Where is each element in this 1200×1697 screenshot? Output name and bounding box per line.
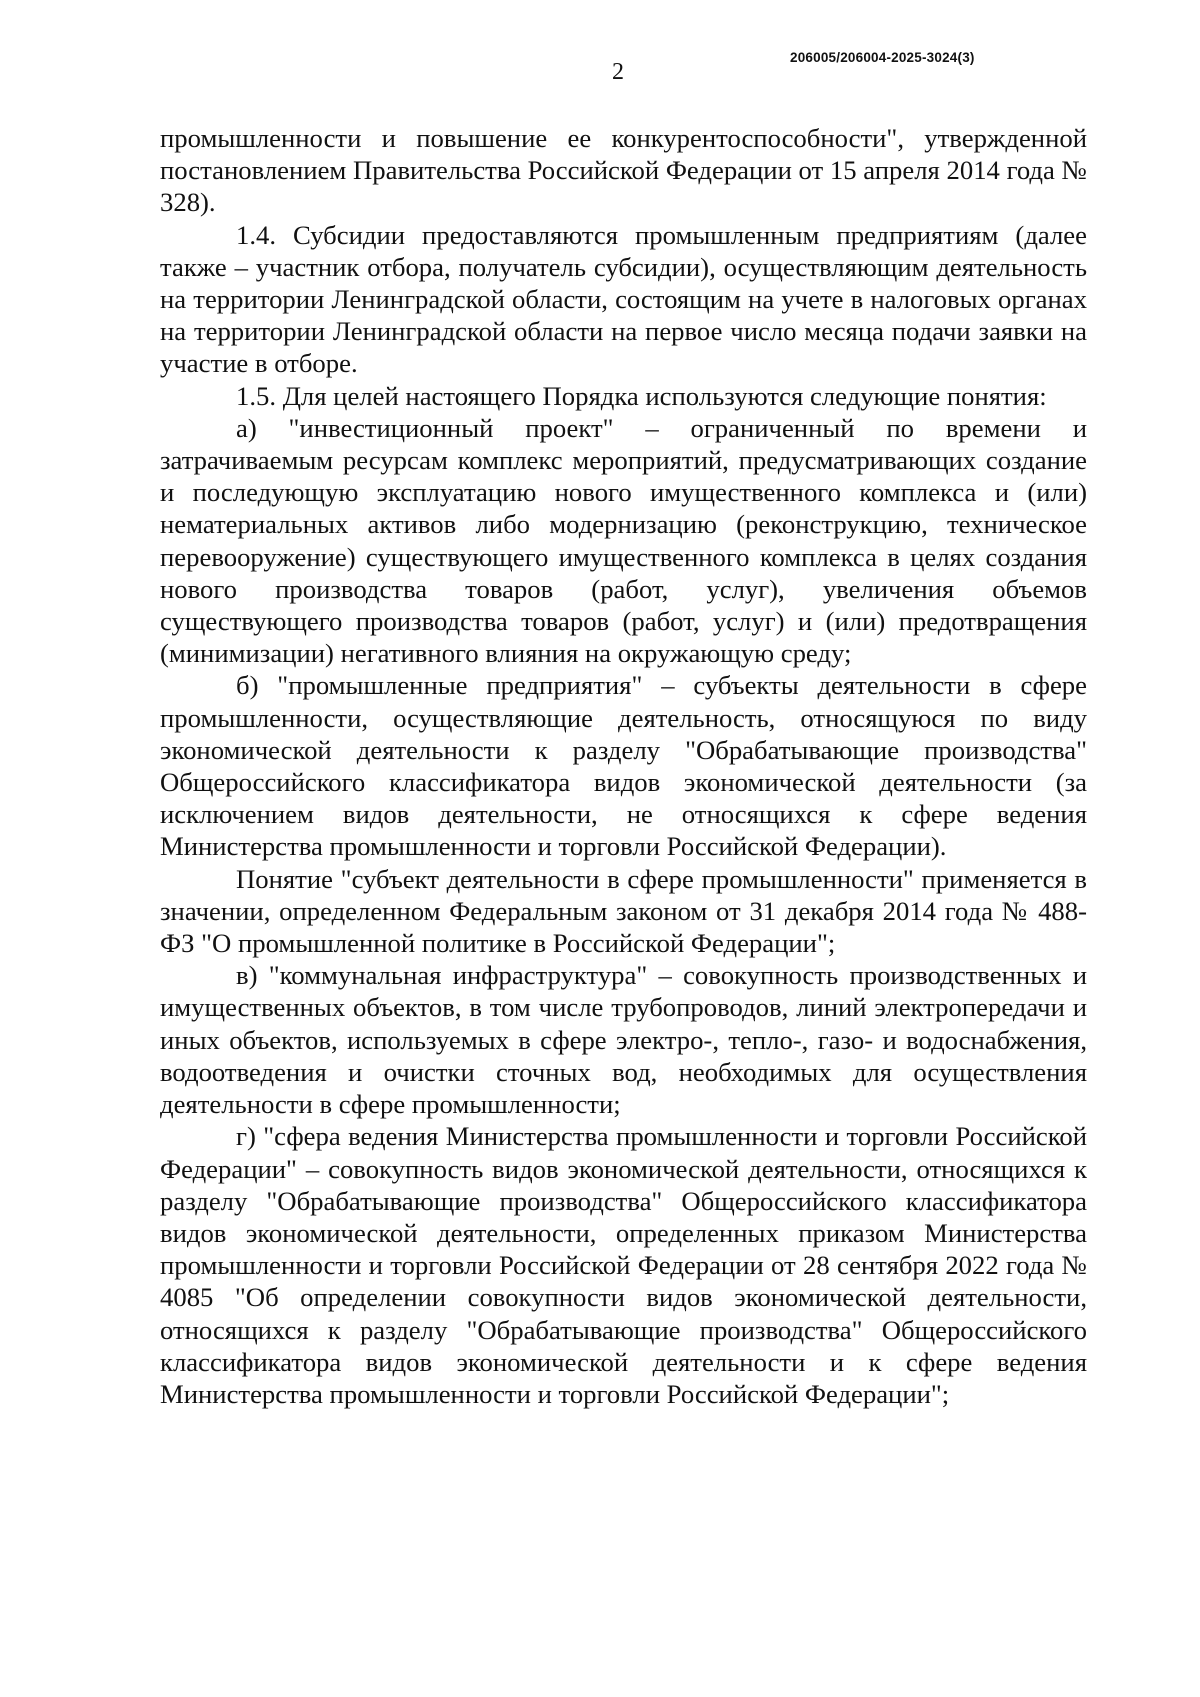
paragraph-1-5: 1.5. Для целей настоящего Порядка используются следующие понятия: [236, 380, 1047, 411]
page-number: 2 [612, 59, 624, 85]
definition-a-investment-project: а) "инвестиционный проект" – ограниченный по времени и затрачиваемым ресурсам комплекс мероприятий, предусматривающих создание и последующую эксплуатацию нового имущественного комплекса и (или) нематериальных активов либо модернизацию (реконструкцию, техническое перевооружение) существующего имущественного комплекса в целях создания нового производства товаров (работ, услуг), увеличения объемов существующего производства товаров (работ, услуг) и (или) предотвращения (минимизации) негативного влияния на окружающую среду; [160, 412, 1087, 669]
paragraph-1-4: 1.4. Субсидии предоставляются промышленным предприятиям (далее также – участник отбора, получатель субсидии), осуществляющим деятельность на территории Ленинградской области, состоящим на учете в налоговых органах на территории Ленинградской области на первое число месяца подачи заявки на участие в отборе. [160, 219, 1087, 379]
definition-b-industrial-enterprises: б) "промышленные предприятия" – субъекты деятельности в сфере промышленности, осуществляющие деятельность, относящуюся по виду экономической деятельности к разделу "Обрабатывающие производства" Общероссийского классификатора видов экономической деятельности (за исключением видов деятельности, не относящихся к сфере ведения Министерства промышленности и торговли Российской Федерации). [160, 670, 1087, 862]
definition-v-utility-infrastructure: в) "коммунальная инфраструктура" – совокупность производственных и имущественных объектов, в том числе трубопроводов, линий электропередачи и иных объектов, используемых в сфере электро-, тепло-, газо- и водоснабжения, водоотведения и очистки сточных вод, необходимых для осуществления деятельности в сфере промышленности; [160, 960, 1087, 1120]
document-registration-number: 206005/206004-2025-3024(3) [790, 50, 975, 65]
paragraph-continuation: промышленности и повышение ее конкурентоспособности", утвержденной постановлением Правительства Российской Федерации от 15 апреля 2014 года № 328). [160, 123, 1087, 218]
paragraph-industry-subject-concept: Понятие "субъект деятельности в сфере промышленности" применяется в значении, определенном Федеральным законом от 31 декабря 2014 года № 488-ФЗ "О промышленной политике в Российской Федерации"; [160, 863, 1087, 959]
definition-g-ministry-scope: г) "сфера ведения Министерства промышленности и торговли Российской Федерации" – совокупность видов экономической деятельности, относящихся к разделу "Обрабатывающие производства" Общероссийского классификатора видов экономической деятельности, определенных приказом Министерства промышленности и торговли Российской Федерации от 28 сентября 2022 года № 4085 "Об определении совокупности видов экономической деятельности, относящихся к разделу "Обрабатывающие производства" Общероссийского классификатора видов экономической деятельности и к сфере ведения Министерства промышленности и торговли Российской Федерации"; [160, 1121, 1087, 1409]
document-body [160, 122, 1087, 1410]
